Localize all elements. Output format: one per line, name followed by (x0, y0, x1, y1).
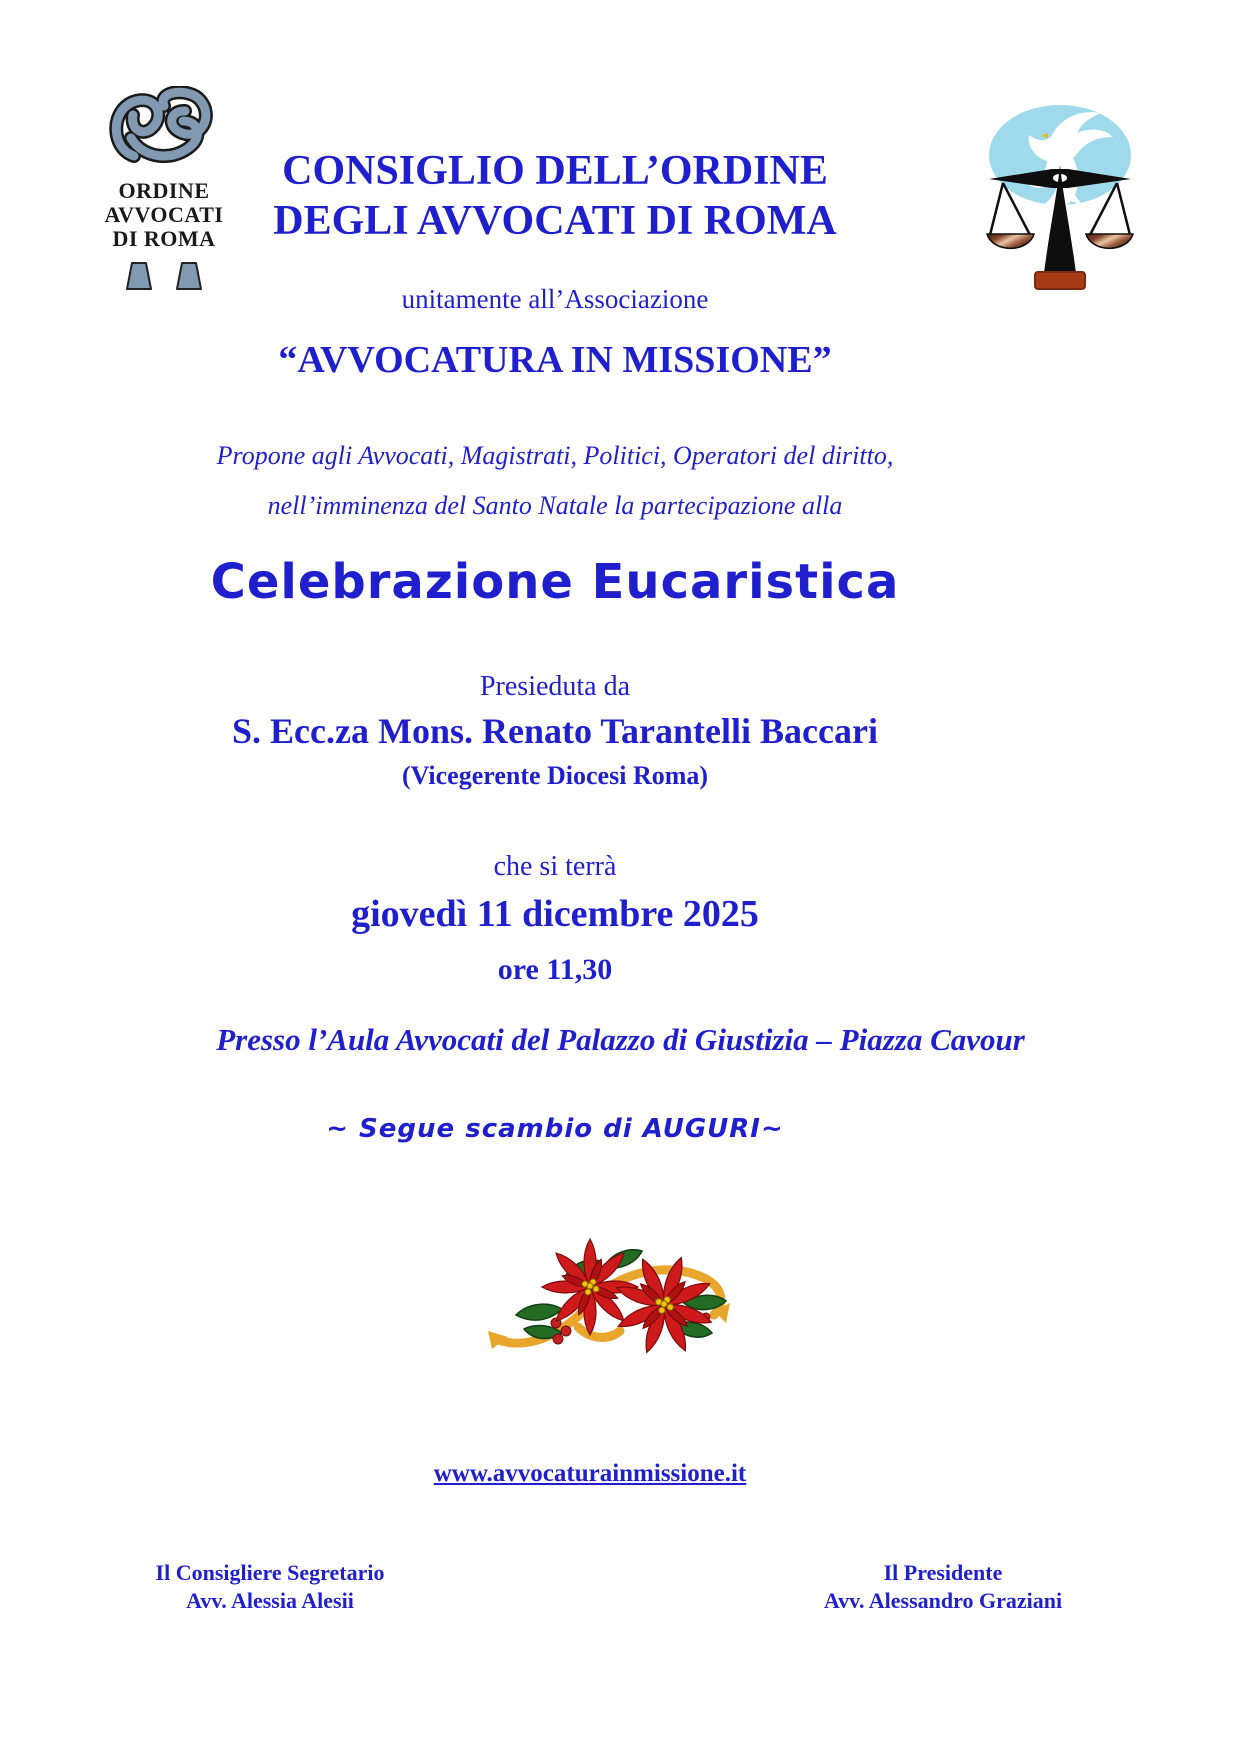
event-date: giovedì 11 dicembre 2025 (351, 893, 759, 935)
event-time: ore 11,30 (497, 953, 613, 986)
subtitle: unitamente all’Associazione (401, 284, 709, 314)
secretary-role: Il Consigliere Segretario (155, 1560, 385, 1585)
left-logo-line2: AVVOCATI (104, 202, 224, 227)
intro-line2: nell’imminenza del Santo Natale la partecipazione alla (267, 491, 843, 520)
event-location: Presso l’Aula Avvocati del Palazzo di Giustizia – Piazza Cavour (216, 1022, 1025, 1057)
event-title: Celebrazione Eucaristica (210, 554, 900, 610)
poinsettia-garland-icon (478, 1352, 750, 1369)
title-line2: DEGLI AVVOCATI DI ROMA (273, 198, 837, 244)
association-name: “AVVOCATURA IN MISSIONE” (278, 339, 832, 381)
president-role: Il Presidente (883, 1560, 1003, 1585)
poinsettia-decoration (478, 1231, 750, 1365)
signature-secretary (0, 1559, 540, 1615)
website-line (0, 1460, 1180, 1488)
left-logo-line3: DI ROMA (112, 226, 216, 251)
held-on-label: che si terrà (493, 851, 617, 882)
title-line1: CONSIGLIO DELL’ORDINE (282, 148, 828, 194)
secretary-name: Avv. Alessia Alesii (186, 1588, 354, 1613)
celebrant-role: (Vicegerente Diocesi Roma) (401, 761, 709, 790)
left-logo-line1: ORDINE (118, 178, 210, 203)
page-title (0, 146, 1110, 246)
president-name: Avv. Alessandro Graziani (823, 1588, 1063, 1613)
celebrant-name: S. Ecc.za Mons. Renato Tarantelli Baccari (232, 711, 878, 751)
intro-line1: Propone agli Avvocati, Magistrati, Politici, Operatori del diritto, (216, 441, 894, 470)
follow-up-note: ~ Segue scambio di AUGURI~ (326, 1114, 784, 1144)
presided-by-label: Presieduta da (479, 671, 631, 702)
website-link[interactable]: www.avvocaturainmissione.it (433, 1460, 747, 1487)
signature-president (673, 1559, 1213, 1615)
